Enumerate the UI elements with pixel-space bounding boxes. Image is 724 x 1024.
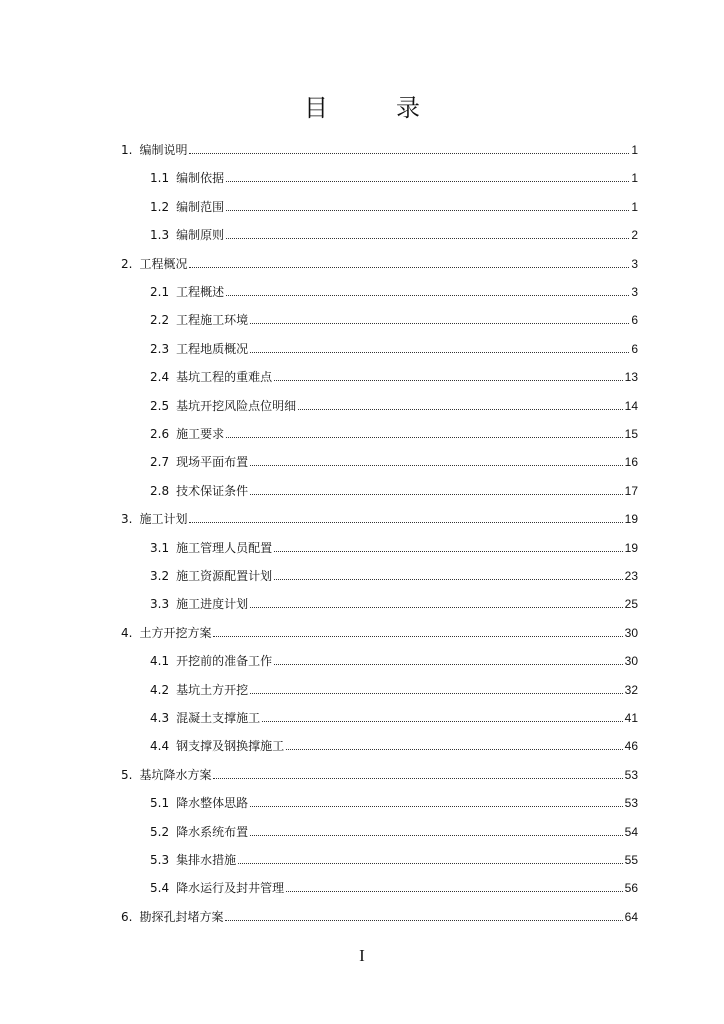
dot-leader [274,664,623,665]
toc-entry-title: 基坑降水方案 [139,767,212,782]
toc-entry-label [150,711,260,725]
toc-entry-number: 4.1 [150,654,170,669]
toc-entry-number: 5.1 [150,796,170,811]
dot-leader [274,551,623,552]
toc-entry-title: 基坑工程的重难点 [176,370,273,385]
toc-entry-title: 编制原则 [176,228,225,243]
toc-entry-number: 2. [121,256,133,271]
page-number-footer: I [359,946,365,965]
toc-entry-label [150,796,248,810]
toc-entry-title: 土方开挖方案 [139,625,212,640]
dot-leader [226,238,629,239]
toc-entry-label [121,910,223,924]
dot-leader [189,267,629,268]
toc-entry-title: 工程概述 [176,285,225,299]
toc-entry-title: 基坑土方开挖 [176,682,249,697]
toc-entry-page: 25 [624,597,638,612]
toc-entry[interactable] [150,591,638,611]
toc-entry[interactable] [150,819,638,839]
toc-entry-page: 23 [624,569,638,583]
toc-entry-number: 3.3 [150,597,170,612]
toc-entry[interactable] [150,733,638,753]
toc-entry-label [121,257,187,271]
toc-entry-page: 1 [631,143,638,157]
toc-entry-title: 集排水措施 [176,853,237,867]
toc-entry-page: 32 [624,682,638,697]
toc-entry-page: 54 [624,824,638,839]
toc-entry-number: 4.2 [150,682,170,697]
toc-entry-page: 53 [624,767,638,782]
toc-entry[interactable] [150,393,638,413]
toc-entry[interactable] [150,279,638,299]
toc-entry-number: 3. [121,512,133,527]
toc-entry-number: 2.5 [150,398,170,413]
toc-entry-title: 混凝土支撑施工 [176,711,261,725]
toc-entry-number: 5.2 [150,824,170,839]
toc-entry-page: 3 [631,285,638,299]
dot-leader [250,323,629,324]
dot-leader [262,721,623,722]
toc-entry-title: 降水运行及封井管理 [176,881,285,896]
dot-leader [250,465,623,466]
dot-leader [286,891,623,892]
toc-entry[interactable] [150,307,638,327]
toc-entry[interactable] [150,194,638,214]
toc-entry-label [150,654,272,668]
toc-entry[interactable] [150,222,638,242]
toc-entry[interactable] [121,620,638,640]
toc-entry-page: 15 [624,427,638,441]
toc-entry-page: 14 [624,398,638,413]
toc-entry-number: 4.3 [150,711,170,725]
toc-entry-label [150,597,248,611]
toc-entry[interactable] [150,790,638,810]
toc-entry-page: 6 [631,313,638,328]
dot-leader [298,409,623,410]
page-title: 目 录 [304,94,442,122]
toc-entry-number: 4.4 [150,739,170,754]
toc-entry-title: 编制范围 [176,199,225,214]
toc-entry-page: 55 [624,853,638,867]
toc-entry-title: 工程施工环境 [176,313,249,328]
toc-entry-page: 2 [631,228,638,243]
dot-leader [226,181,629,182]
toc-entry-label [150,455,248,469]
toc-entry-title: 施工要求 [176,427,225,441]
toc-entry-number: 2.8 [150,483,170,498]
toc-entry-page: 1 [631,171,638,186]
toc-entry-title: 降水整体思路 [176,796,249,811]
toc-entry-title: 开挖前的准备工作 [176,654,273,669]
toc-entry-page: 3 [631,256,638,271]
toc-entry-title: 钢支撑及钢换撑施工 [176,739,285,754]
toc-entry-number: 1.2 [150,199,170,214]
toc-entry-label [150,285,224,299]
toc-entry[interactable] [150,705,638,725]
toc-entry-title: 工程地质概况 [176,341,249,356]
toc-entry-label [150,228,224,242]
dot-leader [213,636,622,637]
toc-entry-title: 技术保证条件 [176,483,249,498]
dot-leader [189,522,622,523]
toc-entry[interactable] [121,137,638,157]
dot-leader [225,920,622,921]
toc-entry-number: 4. [121,625,133,640]
toc-entry[interactable] [150,336,638,356]
toc-entry-title: 降水系统布置 [176,824,249,839]
dot-leader [226,437,623,438]
toc-entry-page: 41 [624,711,638,725]
toc-entry-label [150,881,284,895]
toc-entry-page: 19 [624,540,638,555]
toc-entry-page: 53 [624,796,638,811]
toc-entry-number: 1. [121,143,133,157]
toc-entry-number: 3.1 [150,540,170,555]
toc-entry-label [150,484,248,498]
toc-entry[interactable] [150,677,638,697]
toc-entry[interactable] [150,535,638,555]
toc-entry-page: 6 [631,341,638,356]
toc-entry-label [150,853,236,867]
dot-leader [226,210,629,211]
toc-entry-label [150,342,248,356]
dot-leader [189,153,629,154]
toc-entry-title: 勘探孔封堵方案 [139,909,224,924]
toc-entry-label [121,626,211,640]
toc-entry-number: 1.3 [150,228,170,243]
toc-entry[interactable] [121,251,638,271]
toc-entry-label [121,143,187,157]
toc-entry-title: 工程概况 [139,256,188,271]
toc-entry[interactable] [150,847,638,867]
toc-entry[interactable] [150,648,638,668]
toc-entry-page: 56 [624,881,638,896]
toc-entry-label [150,370,272,384]
toc-entry-label [150,200,224,214]
toc-entry-page: 19 [624,512,638,527]
toc-entry-label [150,541,272,555]
toc-entry-label [150,683,248,697]
toc-entry-page: 64 [624,909,638,924]
toc-entry-title: 编制依据 [176,171,225,186]
dot-leader [274,579,623,580]
toc-entry-title: 编制说明 [139,143,188,157]
toc-entry-label [150,427,224,441]
toc-entry-label [150,825,248,839]
toc-entry[interactable] [121,506,638,526]
toc-entry-number: 2.4 [150,370,170,385]
toc-entry-number: 2.2 [150,313,170,328]
dot-leader [238,863,623,864]
dot-leader [250,835,623,836]
toc-entry-label [121,768,211,782]
toc-entry[interactable] [150,478,638,498]
toc-entry-number: 2.7 [150,455,170,470]
dot-leader [250,494,623,495]
dot-leader [213,778,622,779]
toc-entry-title: 施工进度计划 [176,597,249,612]
toc-entry-page: 30 [624,654,638,669]
toc-entry-title: 现场平面布置 [176,455,249,470]
toc-entry-label [150,569,272,583]
dot-leader [286,749,623,750]
toc-entry[interactable] [150,364,638,384]
toc-entry-label [150,313,248,327]
dot-leader [250,352,629,353]
dot-leader [226,295,629,296]
toc-entry-label [121,512,187,526]
toc-entry[interactable] [150,449,638,469]
toc-entry-title: 施工计划 [139,512,188,527]
toc-entry[interactable] [150,421,638,441]
dot-leader [274,380,623,381]
toc-entry-label [150,739,284,753]
toc-entry-number: 3.2 [150,569,170,583]
dot-leader [250,607,623,608]
toc-entry-title: 施工管理人员配置 [176,540,273,555]
toc-entry-number: 2.1 [150,285,170,299]
toc-entry-page: 30 [624,625,638,640]
toc-entry-number: 2.3 [150,341,170,356]
toc-entry-title: 施工资源配置计划 [176,569,273,583]
toc-entry-label [150,171,224,185]
toc-entry-number: 6. [121,909,133,924]
toc-entry-page: 16 [624,455,638,470]
toc-entry-label [150,399,296,413]
toc-entry-number: 5. [121,767,133,782]
toc-entry-title: 基坑开挖风险点位明细 [176,398,297,413]
toc-entry-page: 17 [624,483,638,498]
toc-entry-number: 2.6 [150,427,170,441]
dot-leader [250,693,623,694]
toc-entry[interactable] [121,762,638,782]
toc-entry-page: 1 [631,199,638,214]
toc-entry[interactable] [150,875,638,895]
toc-entry-page: 46 [624,739,638,754]
toc-entry[interactable] [121,904,638,924]
toc-entry[interactable] [150,563,638,583]
toc-entry-number: 5.4 [150,881,170,896]
toc-entry[interactable] [150,165,638,185]
toc-entry-page: 13 [624,370,638,385]
dot-leader [250,806,623,807]
toc-entry-number: 5.3 [150,853,170,867]
toc-entry-number: 1.1 [150,171,170,186]
